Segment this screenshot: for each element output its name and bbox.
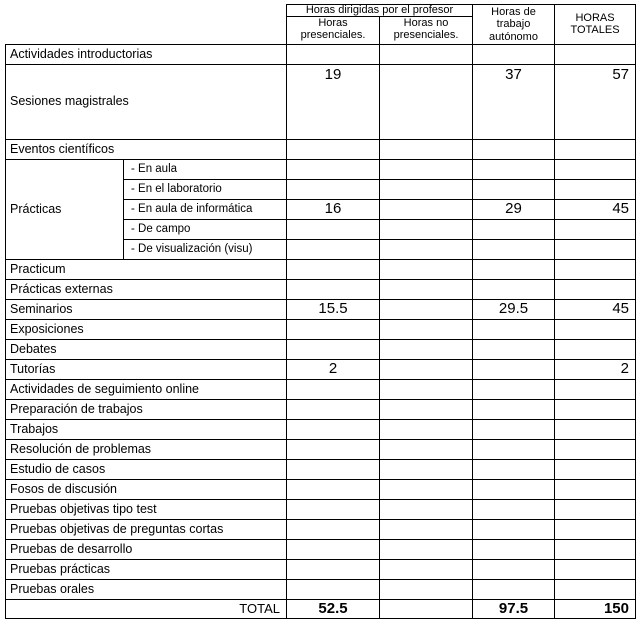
cell-total xyxy=(555,400,636,420)
cell-autonomous xyxy=(473,580,555,600)
cell-total xyxy=(555,380,636,400)
row-label: Debates xyxy=(6,340,287,360)
cell-non-presential xyxy=(380,400,473,420)
table-row xyxy=(6,580,636,600)
cell-autonomous xyxy=(473,360,555,380)
table-row xyxy=(6,65,636,140)
cell-presential: 15.5 xyxy=(287,300,380,320)
cell-autonomous xyxy=(473,260,555,280)
cell-presential xyxy=(287,260,380,280)
cell-autonomous xyxy=(473,320,555,340)
total-presential: 52.5 xyxy=(287,600,380,619)
cell-non-presential xyxy=(380,240,473,260)
hours-distribution-table xyxy=(5,4,636,619)
cell-autonomous xyxy=(473,280,555,300)
row-label: Sesiones magistrales xyxy=(6,65,287,140)
cell-total xyxy=(555,45,636,65)
cell-autonomous: 37 xyxy=(473,65,555,140)
cell-autonomous xyxy=(473,240,555,260)
cell-total xyxy=(555,420,636,440)
cell-non-presential xyxy=(380,280,473,300)
cell-presential xyxy=(287,480,380,500)
cell-presential xyxy=(287,320,380,340)
table-row xyxy=(6,400,636,420)
table-row xyxy=(6,560,636,580)
cell-non-presential xyxy=(380,320,473,340)
cell-total: 2 xyxy=(555,360,636,380)
cell-total xyxy=(555,460,636,480)
cell-presential xyxy=(287,45,380,65)
cell-non-presential xyxy=(380,300,473,320)
table-row xyxy=(6,360,636,380)
row-label: Tutorías xyxy=(6,360,287,380)
cell-presential: 19 xyxy=(287,65,380,140)
cell-non-presential xyxy=(380,440,473,460)
cell-total xyxy=(555,480,636,500)
row-label: Prácticas externas xyxy=(6,280,287,300)
row-label: Estudio de casos xyxy=(6,460,287,480)
header-directed-hours: Horas dirigidas por el profesor xyxy=(287,5,473,17)
cell-autonomous: 29.5 xyxy=(473,300,555,320)
cell-non-presential xyxy=(380,340,473,360)
total-hours: 150 xyxy=(555,600,636,619)
cell-total xyxy=(555,580,636,600)
cell-total xyxy=(555,500,636,520)
cell-autonomous xyxy=(473,380,555,400)
table-row xyxy=(6,45,636,65)
cell-autonomous xyxy=(473,160,555,180)
cell-presential xyxy=(287,240,380,260)
cell-non-presential xyxy=(380,45,473,65)
sub-row-label: - En aula de informática xyxy=(124,200,287,220)
cell-non-presential xyxy=(380,580,473,600)
table-row xyxy=(6,420,636,440)
table-row xyxy=(6,300,636,320)
table-row xyxy=(6,280,636,300)
cell-total xyxy=(555,340,636,360)
total-non-presential xyxy=(380,600,473,619)
cell-autonomous xyxy=(473,440,555,460)
cell-non-presential xyxy=(380,360,473,380)
sub-row-label: - En aula xyxy=(124,160,287,180)
cell-non-presential xyxy=(380,540,473,560)
row-label: Fosos de discusión xyxy=(6,480,287,500)
cell-presential xyxy=(287,440,380,460)
table-row xyxy=(6,380,636,400)
cell-total xyxy=(555,440,636,460)
cell-presential xyxy=(287,500,380,520)
cell-presential xyxy=(287,560,380,580)
cell-presential xyxy=(287,340,380,360)
cell-total xyxy=(555,220,636,240)
cell-non-presential xyxy=(380,260,473,280)
cell-autonomous xyxy=(473,560,555,580)
row-label: Pruebas objetivas tipo test xyxy=(6,500,287,520)
cell-presential xyxy=(287,420,380,440)
row-label: Pruebas orales xyxy=(6,580,287,600)
cell-non-presential xyxy=(380,200,473,220)
totals-row xyxy=(6,600,636,619)
row-label: Preparación de trabajos xyxy=(6,400,287,420)
cell-autonomous xyxy=(473,500,555,520)
cell-presential xyxy=(287,280,380,300)
table-row xyxy=(6,340,636,360)
cell-non-presential xyxy=(380,500,473,520)
cell-autonomous xyxy=(473,540,555,560)
table-row xyxy=(6,520,636,540)
table-row xyxy=(6,500,636,520)
cell-non-presential xyxy=(380,420,473,440)
cell-total: 45 xyxy=(555,300,636,320)
cell-presential: 16 xyxy=(287,200,380,220)
row-label: Pruebas objetivas de preguntas cortas xyxy=(6,520,287,540)
cell-non-presential xyxy=(380,460,473,480)
cell-autonomous xyxy=(473,520,555,540)
cell-total: 57 xyxy=(555,65,636,140)
cell-total xyxy=(555,180,636,200)
cell-presential xyxy=(287,140,380,160)
cell-presential xyxy=(287,520,380,540)
row-label: Pruebas prácticas xyxy=(6,560,287,580)
sub-row-label: - De visualización (visu) xyxy=(124,240,287,260)
cell-non-presential xyxy=(380,380,473,400)
row-label: Pruebas de desarrollo xyxy=(6,540,287,560)
table-row xyxy=(6,440,636,460)
table-row xyxy=(6,160,636,180)
header-autonomous-hours: Horas de trabajo autónomo xyxy=(473,5,555,45)
cell-non-presential xyxy=(380,480,473,500)
header-total-hours: HORAS TOTALES xyxy=(555,5,636,45)
table-row xyxy=(6,320,636,340)
cell-autonomous xyxy=(473,480,555,500)
row-label: Seminarios xyxy=(6,300,287,320)
cell-autonomous xyxy=(473,400,555,420)
cell-presential xyxy=(287,540,380,560)
cell-presential xyxy=(287,460,380,480)
table-row xyxy=(6,260,636,280)
cell-presential xyxy=(287,400,380,420)
cell-total xyxy=(555,160,636,180)
row-label: Practicum xyxy=(6,260,287,280)
row-label: Exposiciones xyxy=(6,320,287,340)
cell-presential xyxy=(287,160,380,180)
cell-presential: 2 xyxy=(287,360,380,380)
cell-total xyxy=(555,320,636,340)
table-row xyxy=(6,140,636,160)
cell-autonomous xyxy=(473,460,555,480)
cell-autonomous xyxy=(473,45,555,65)
cell-autonomous xyxy=(473,340,555,360)
cell-total xyxy=(555,260,636,280)
cell-presential xyxy=(287,180,380,200)
cell-non-presential xyxy=(380,560,473,580)
table-row xyxy=(6,540,636,560)
sub-row-label: - De campo xyxy=(124,220,287,240)
table-row xyxy=(6,460,636,480)
cell-total xyxy=(555,540,636,560)
cell-total xyxy=(555,520,636,540)
cell-total xyxy=(555,140,636,160)
cell-non-presential xyxy=(380,180,473,200)
header-non-presential-hours: Horas no presenciales. xyxy=(380,17,473,45)
total-label: TOTAL xyxy=(6,600,287,619)
cell-autonomous xyxy=(473,220,555,240)
row-label-practicas: Prácticas xyxy=(6,160,124,260)
cell-total xyxy=(555,240,636,260)
header-empty-corner xyxy=(6,5,287,45)
cell-autonomous: 29 xyxy=(473,200,555,220)
header-row-1 xyxy=(6,5,636,17)
cell-presential xyxy=(287,220,380,240)
cell-autonomous xyxy=(473,180,555,200)
sub-row-label: - En el laboratorio xyxy=(124,180,287,200)
table-row xyxy=(6,480,636,500)
cell-total: 45 xyxy=(555,200,636,220)
cell-presential xyxy=(287,580,380,600)
cell-total xyxy=(555,560,636,580)
cell-total xyxy=(555,280,636,300)
cell-non-presential xyxy=(380,520,473,540)
header-presential-hours: Horas presenciales. xyxy=(287,17,380,45)
total-autonomous: 97.5 xyxy=(473,600,555,619)
cell-non-presential xyxy=(380,220,473,240)
row-label: Trabajos xyxy=(6,420,287,440)
row-label: Eventos científicos xyxy=(6,140,287,160)
row-label: Resolución de problemas xyxy=(6,440,287,460)
cell-autonomous xyxy=(473,140,555,160)
cell-non-presential xyxy=(380,140,473,160)
cell-non-presential xyxy=(380,65,473,140)
cell-autonomous xyxy=(473,420,555,440)
hours-table-wrapper xyxy=(5,4,636,619)
row-label: Actividades introductorias xyxy=(6,45,287,65)
cell-presential xyxy=(287,380,380,400)
row-label: Actividades de seguimiento online xyxy=(6,380,287,400)
cell-non-presential xyxy=(380,160,473,180)
